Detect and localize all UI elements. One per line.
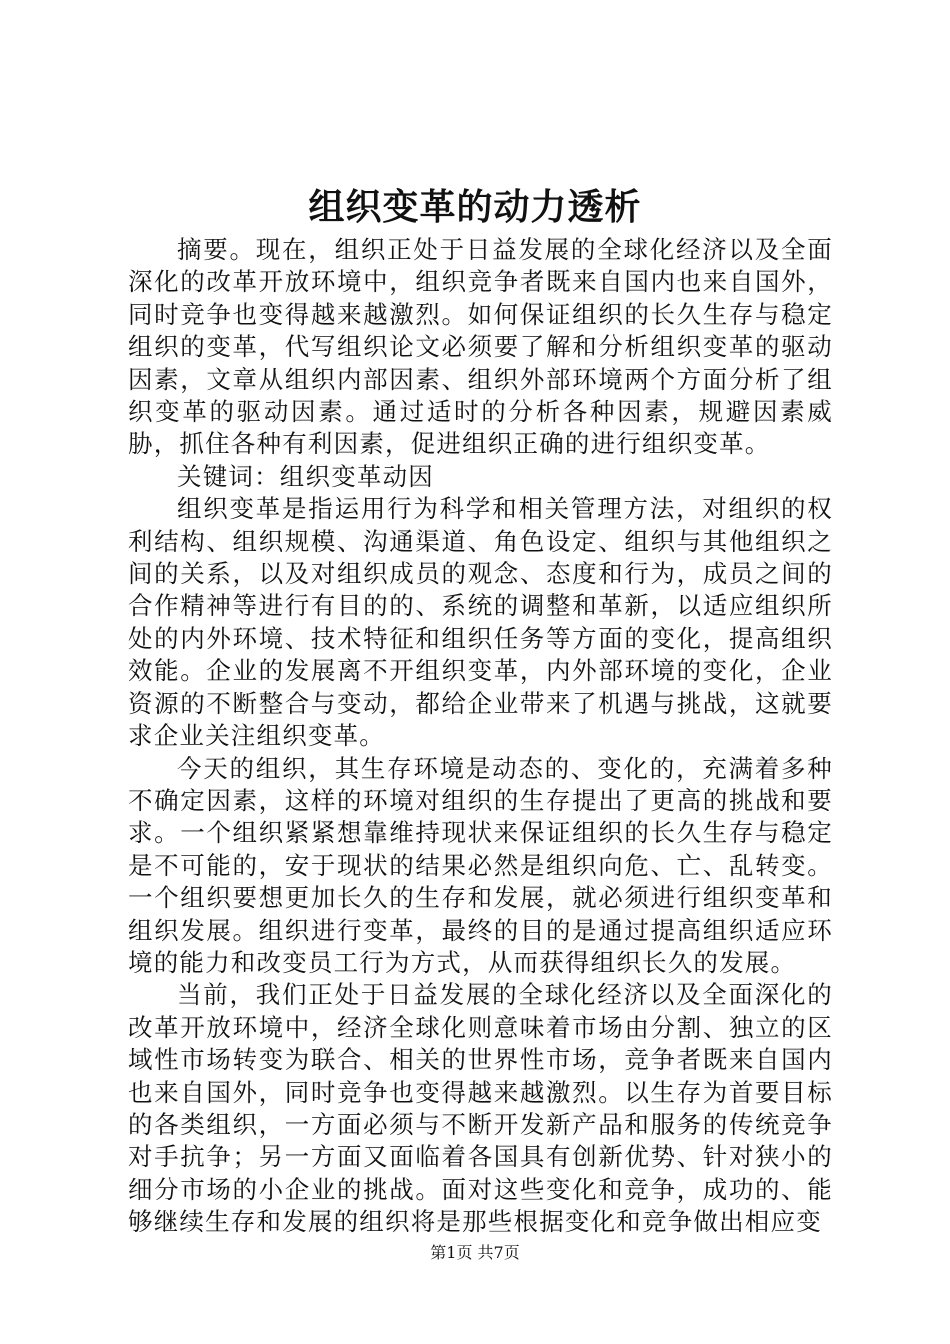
keywords-paragraph: 关键词：组织变革动因 bbox=[177, 461, 434, 491]
document-title: 组织变革的动力透析 bbox=[308, 187, 642, 228]
body-paragraph: 当前，我们正处于日益发展的全球化经济以及全面深化的改革开放环境中，经济全球化则意味着市场由分割、独立的区域性市场转变为联合、相关的世界性市场，竞争者既来自国内也来自国外，同时竞争也变得越来越激烈。以生存为首要目标的各类组织，一方面必须与不断开发新产品和服务的传统竞争对手抗争；另一方面又面临着各国具有创新优势、针对狭小的细分市场的小企业的挑战。面对这些变化和竞争，成功的、能够继续生存和发展的组织将是那些根据变化和竞争做出相应变 bbox=[128, 980, 833, 1237]
body-paragraph: 今天的组织，其生存环境是动态的、变化的，充满着多种不确定因素，这样的环境对组织的生存提出了更高的挑战和要求。一个组织紧紧想靠维持现状来保证组织的长久生存与稳定是不可能的，安于现状的结果必然是组织向危、亡、乱转变。一个组织要想更加长久的生存和发展，就必须进行组织变革和组织发展。组织进行变革，最终的目的是通过提高组织适应环境的能力和改变员工行为方式，从而获得组织长久的发展。 bbox=[128, 753, 833, 977]
page-number-footer: 第1页 共7页 bbox=[430, 1243, 520, 1262]
document-body bbox=[128, 234, 833, 1239]
body-paragraph: 组织变革是指运用行为科学和相关管理方法，对组织的权利结构、组织规模、沟通渠道、角色设定、组织与其他组织之间的关系，以及对组织成员的观念、态度和行为，成员之间的合作精神等进行有目的的、系统的调整和革新，以适应组织所处的内外环境、技术特征和组织任务等方面的变化，提高组织效能。企业的发展离不开组织变革，内外部环境的变化，企业资源的不断整合与变动，都给企业带来了机遇与挑战，这就要求企业关注组织变革。 bbox=[128, 494, 833, 751]
abstract-paragraph: 摘要。现在，组织正处于日益发展的全球化经济以及全面深化的改革开放环境中，组织竞争者既来自国内也来自国外，同时竞争也变得越来越激烈。如何保证组织的长久生存与稳定组织的变革，代写组织论文必须要了解和分析组织变革的驱动因素，文章从组织内部因素、组织外部环境两个方面分析了组织变革的驱动因素。通过适时的分析各种因素，规避因素威胁，抓住各种有利因素，促进组织正确的进行组织变革。 bbox=[128, 235, 833, 459]
